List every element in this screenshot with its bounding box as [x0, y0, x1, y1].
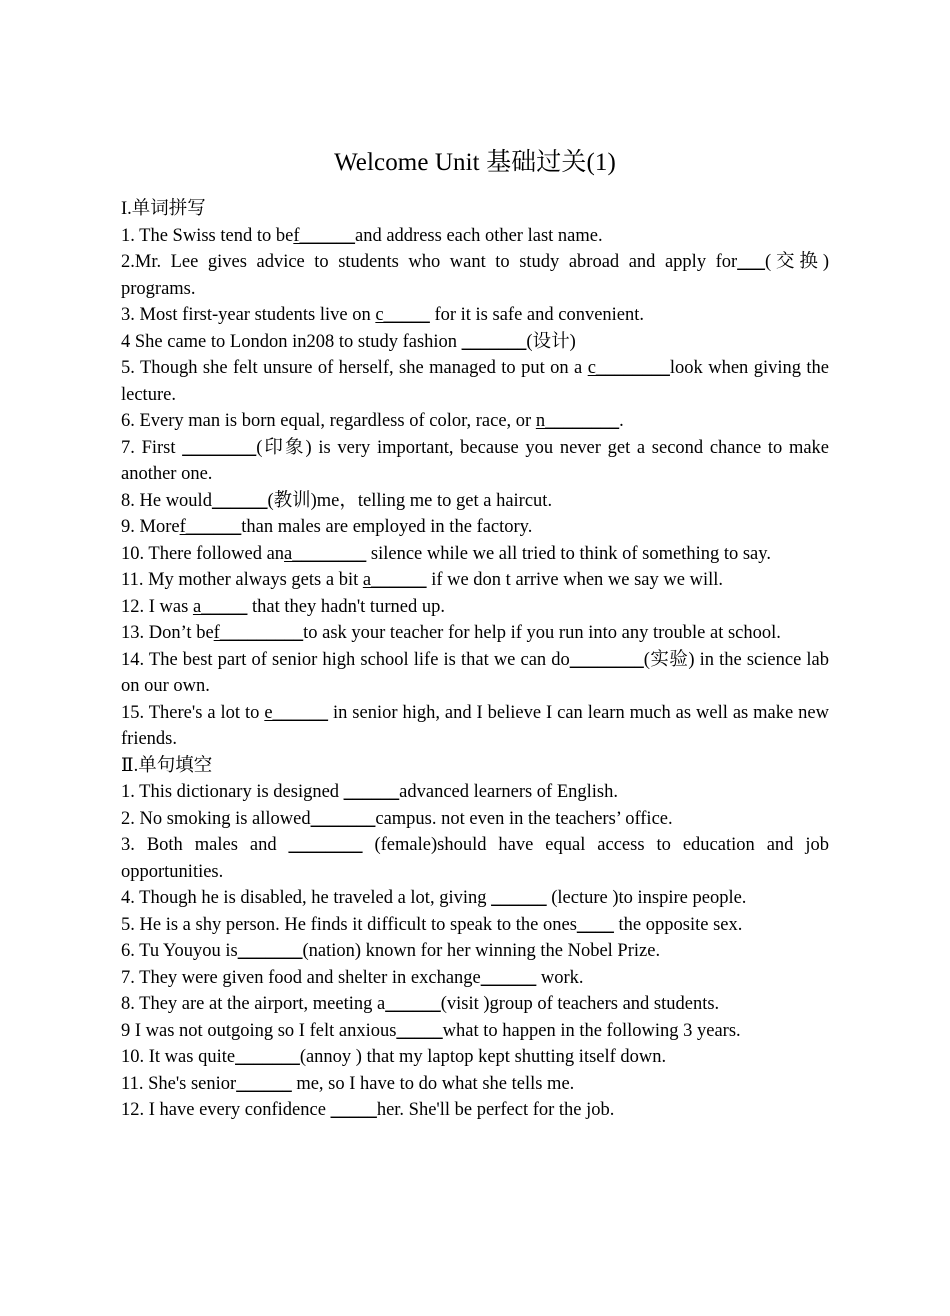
- answer-blank[interactable]: ________: [182, 437, 257, 458]
- question-text: It was quite: [148, 1047, 236, 1067]
- question-item: [121, 435, 829, 488]
- question-text-after: advanced learners of English.: [399, 782, 619, 802]
- question-text: She's senior: [148, 1073, 237, 1094]
- question-text-after: .: [619, 411, 624, 431]
- answer-blank[interactable]: n________: [535, 411, 620, 431]
- question-text: This dictionary is designed: [139, 782, 340, 802]
- question-item: [121, 408, 829, 435]
- question-number: 8.: [121, 490, 135, 511]
- question-item: [121, 1018, 829, 1045]
- question-item: [121, 514, 829, 541]
- question-text: Both males and: [146, 835, 277, 855]
- question-item: [121, 329, 829, 356]
- question-item: [121, 938, 829, 965]
- answer-blank[interactable]: ______: [236, 1073, 292, 1094]
- question-number: 1.: [121, 782, 135, 802]
- question-item: [121, 1097, 829, 1124]
- question-item: [121, 700, 829, 753]
- question-text-after: silence while we all tried to think of something to say.: [366, 543, 771, 564]
- question-number: 6.: [121, 941, 135, 961]
- question-text-after: the opposite sex.: [613, 914, 743, 935]
- answer-blank[interactable]: f______: [293, 225, 355, 246]
- question-number: 3.: [121, 835, 135, 855]
- answer-blank[interactable]: f______: [179, 517, 242, 537]
- question-number: 3.: [121, 305, 135, 325]
- question-item: [121, 885, 829, 912]
- question-text-after: (教训)me，telling me to get a haircut.: [267, 490, 553, 511]
- question-number: 12.: [121, 596, 145, 617]
- question-item: [121, 355, 829, 408]
- question-text: More: [139, 517, 180, 537]
- answer-blank[interactable]: _______: [235, 1047, 300, 1067]
- question-number: 7.: [121, 967, 135, 988]
- question-number: 2.: [121, 252, 135, 272]
- question-text: No smoking is allowed: [139, 808, 311, 829]
- question-text: Most first-year students live on: [139, 305, 371, 325]
- section-heading-2: Ⅱ.单句填空: [121, 755, 213, 776]
- question-number: 8.: [121, 994, 135, 1014]
- document-body: [121, 196, 829, 1124]
- page-title: Welcome Unit 基础过关(1): [334, 149, 616, 176]
- answer-blank[interactable]: ______: [343, 782, 400, 802]
- question-text: Though he is disabled, he traveled a lot, giving: [139, 888, 487, 908]
- question-number: 14.: [121, 649, 145, 670]
- answer-blank[interactable]: ____: [576, 914, 614, 935]
- question-number: 11.: [121, 1073, 144, 1094]
- question-text: There's a lot to: [148, 702, 260, 723]
- section-heading-1: I.单词拼写: [121, 199, 206, 219]
- answer-blank[interactable]: ______: [491, 888, 547, 908]
- question-item: [121, 912, 829, 939]
- question-text: I was: [148, 596, 189, 617]
- question-text-after: (annoy ) that my laptop kept shutting itself down.: [299, 1047, 667, 1067]
- question-text-after: (lecture )to inspire people.: [546, 888, 747, 908]
- question-text-after: (设计): [526, 331, 576, 352]
- question-text-after: than males are employed in the factory.: [241, 517, 533, 537]
- question-item: [121, 647, 829, 700]
- question-number: 9.: [121, 517, 135, 537]
- question-text: They were given food and shelter in exchange: [139, 967, 481, 988]
- question-number: 10.: [121, 1047, 145, 1067]
- question-number: 7.: [121, 437, 135, 458]
- question-text-after: work.: [536, 967, 584, 988]
- question-text-after: that they hadn't turned up.: [247, 596, 445, 617]
- answer-blank[interactable]: _____: [396, 1020, 443, 1041]
- question-item: [121, 779, 829, 806]
- question-item: [121, 991, 829, 1018]
- answer-blank[interactable]: ______: [385, 994, 441, 1014]
- question-text: They are at the airport, meeting a: [139, 994, 386, 1014]
- answer-blank[interactable]: ________: [288, 835, 363, 855]
- question-text: There followed an: [148, 543, 285, 564]
- answer-blank[interactable]: a________: [284, 543, 367, 564]
- question-text-after: what to happen in the following 3 years.: [442, 1020, 741, 1041]
- question-item: [121, 541, 829, 568]
- answer-blank[interactable]: e______: [264, 702, 329, 723]
- answer-blank[interactable]: ______: [480, 967, 537, 988]
- question-text: He would: [139, 490, 212, 511]
- question-text: I was not outgoing so I felt anxious: [134, 1020, 397, 1041]
- question-text-after: (nation) known for her winning the Nobel Prize.: [302, 941, 661, 961]
- question-text: The Swiss tend to be: [139, 225, 294, 246]
- question-text: First: [141, 437, 176, 458]
- question-text-after: (交换) programs.: [121, 252, 829, 299]
- question-text-after: if we don t arrive when we say we will.: [426, 570, 723, 590]
- answer-blank[interactable]: a______: [362, 570, 427, 590]
- question-item: [121, 567, 829, 594]
- question-text: Every man is born equal, regardless of color, race, or: [139, 411, 532, 431]
- question-number: 5.: [121, 914, 135, 935]
- question-number: 4: [121, 331, 131, 352]
- question-text-after: for it is safe and convenient.: [429, 305, 645, 325]
- question-text-after: campus. not even in the teachers’ office.: [375, 808, 673, 829]
- question-item: [121, 223, 829, 250]
- question-item: [121, 249, 829, 302]
- question-text-after: me, so I have to do what she tells me.: [291, 1073, 575, 1094]
- answer-blank[interactable]: c_____: [375, 305, 430, 325]
- answer-blank[interactable]: c________: [587, 358, 670, 378]
- question-item: [121, 620, 829, 647]
- answer-blank[interactable]: f_________: [213, 623, 304, 643]
- question-number: 6.: [121, 411, 135, 431]
- question-text: Don’t be: [148, 623, 214, 643]
- question-text: He is a shy person. He finds it difficult to speak to the ones: [139, 914, 577, 935]
- answer-blank[interactable]: ______: [211, 490, 268, 511]
- question-text-after: in senior high, and I believe I can learn much as well as make new friends.: [121, 702, 829, 749]
- question-text: Mr. Lee gives advice to students who want to study abroad and apply for: [134, 252, 738, 272]
- question-item: [121, 594, 829, 621]
- question-item: [121, 488, 829, 515]
- question-number: 11.: [121, 570, 144, 590]
- question-text-after: (visit )group of teachers and students.: [440, 994, 720, 1014]
- answer-blank[interactable]: _______: [310, 808, 376, 829]
- question-number: 2.: [121, 808, 135, 829]
- question-text-after: look when giving the lecture.: [121, 358, 830, 405]
- question-item: [121, 806, 829, 833]
- answer-blank[interactable]: ___: [737, 252, 765, 272]
- question-number: 9: [121, 1020, 131, 1041]
- question-text-after: to ask your teacher for help if you run into any trouble at school.: [303, 623, 781, 643]
- question-text-after: (female)should have equal access to education and job opportunities.: [121, 835, 830, 882]
- question-number: 15.: [121, 702, 145, 723]
- question-item: [121, 832, 829, 885]
- question-number: 1.: [121, 225, 135, 246]
- question-item: [121, 302, 829, 329]
- question-text: Tu Youyou is: [139, 941, 238, 961]
- question-item: [121, 965, 829, 992]
- question-text: Though she felt unsure of herself, she managed to put on a: [139, 358, 583, 378]
- answer-blank[interactable]: a_____: [192, 596, 248, 617]
- question-text-after: her. She'll be perfect for the job.: [376, 1100, 615, 1120]
- question-text: She came to London in208 to study fashion: [134, 331, 458, 352]
- answer-blank[interactable]: _______: [461, 331, 527, 352]
- question-item: [121, 1071, 829, 1098]
- question-number: 5.: [121, 358, 135, 378]
- question-text-after: (印象) is very important, because you never get a second chance to make another one.: [121, 437, 830, 484]
- question-text: I have every confidence: [148, 1100, 326, 1120]
- question-text: My mother always gets a bit: [148, 570, 359, 590]
- answer-blank[interactable]: _______: [237, 941, 303, 961]
- question-text-after: and address each other last name.: [355, 225, 603, 246]
- question-text: The best part of senior high school life is that we can do: [148, 649, 570, 670]
- question-number: 13.: [121, 623, 145, 643]
- answer-blank[interactable]: _____: [330, 1100, 377, 1120]
- question-number: 4.: [121, 888, 135, 908]
- question-number: 10.: [121, 543, 145, 564]
- question-text-after: (实验) in the science lab on our own.: [121, 649, 829, 696]
- question-item: [121, 1044, 829, 1071]
- answer-blank[interactable]: ________: [569, 649, 644, 670]
- question-number: 12.: [121, 1100, 145, 1120]
